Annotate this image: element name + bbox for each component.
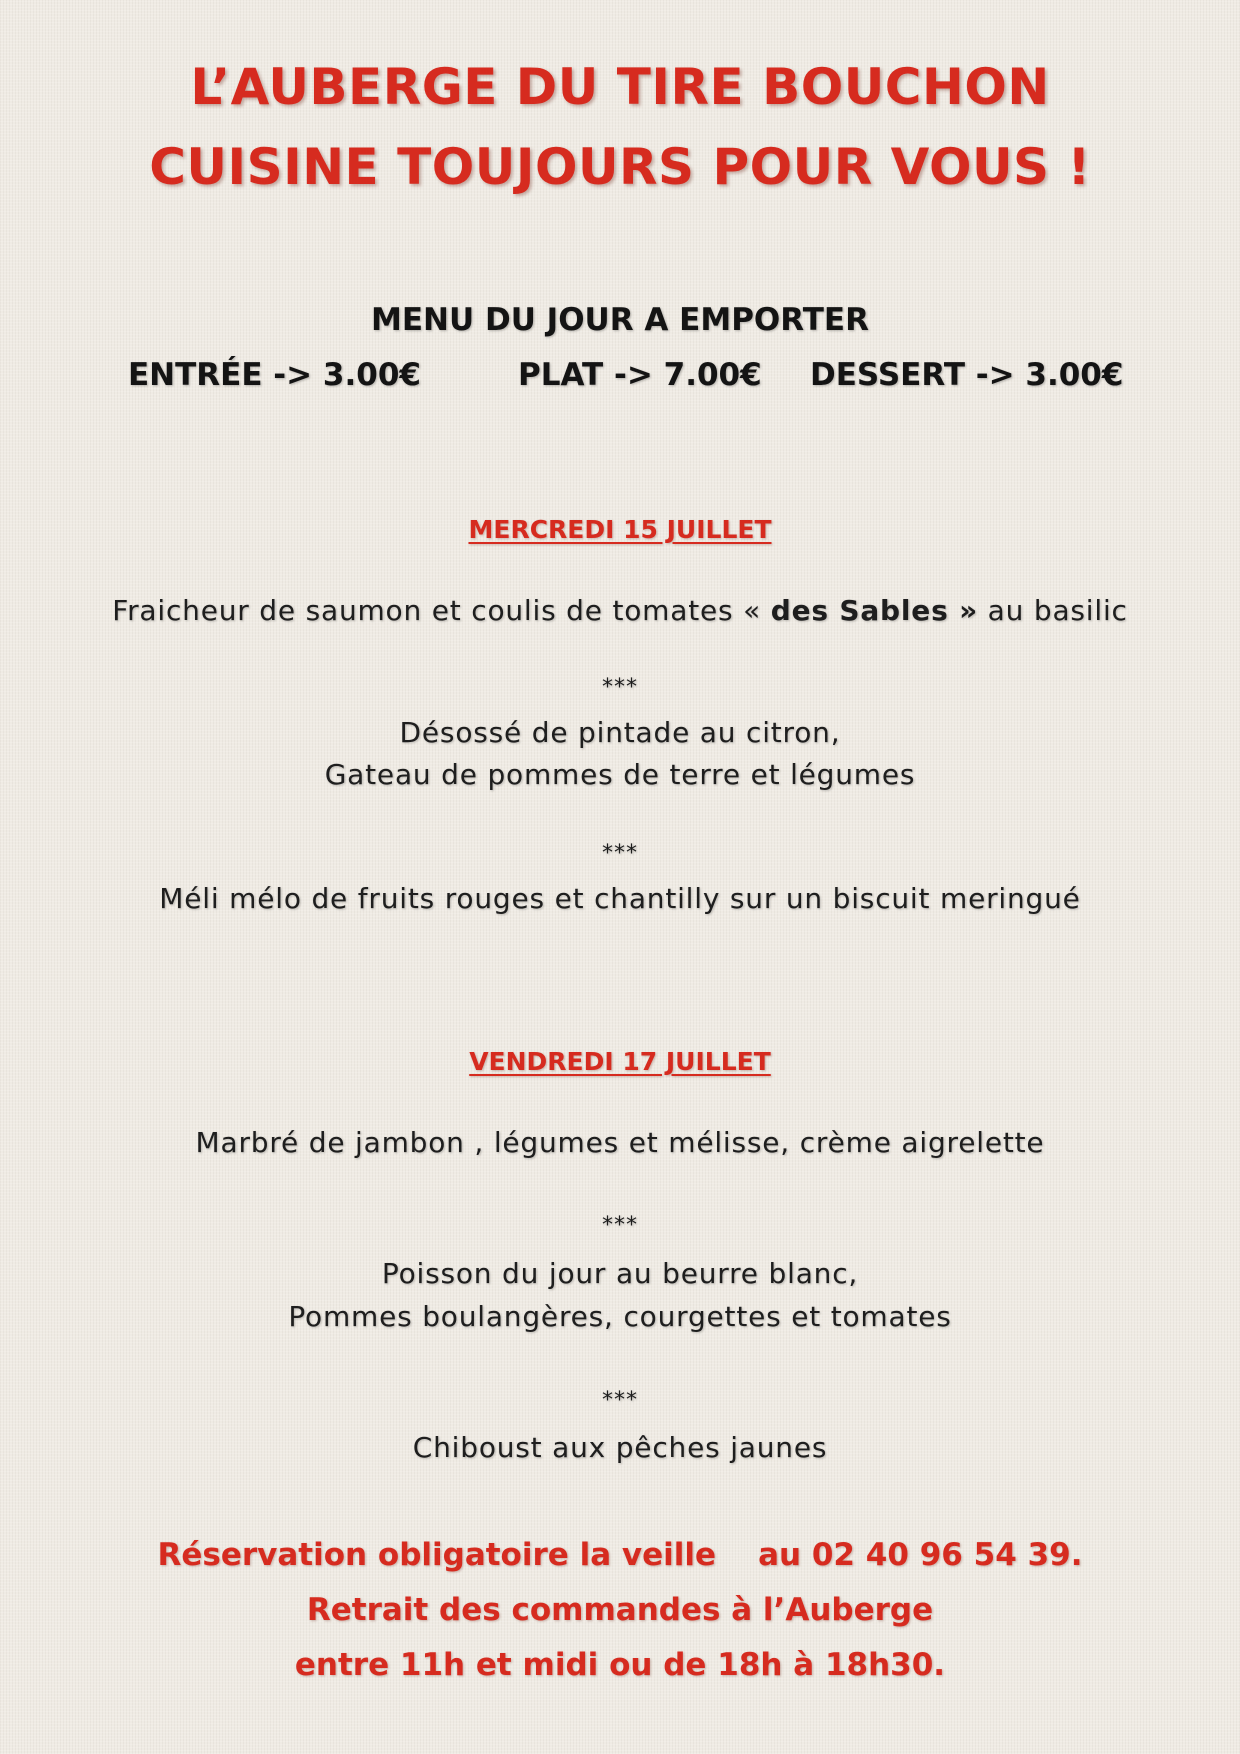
title-line-2: CUISINE TOUJOURS POUR VOUS !	[149, 138, 1091, 196]
footer-pickup: Retrait des commandes à l’Auberge	[306, 1592, 934, 1628]
phone-number: au 02 40 96 54 39.	[758, 1537, 1083, 1573]
wednesday-starter-bold: des Sables »	[770, 594, 978, 627]
friday-separator-2: ***	[602, 1388, 638, 1413]
day-title-wednesday: MERCREDI 15 JUILLET	[468, 515, 772, 544]
friday-main-line-2: Pommes boulangères, courgettes et tomates	[288, 1300, 952, 1333]
wednesday-separator-1: ***	[602, 675, 638, 700]
friday-main-line-1: Poisson du jour au beurre blanc,	[381, 1257, 859, 1290]
price-entree: ENTRÉE -> 3.00€	[128, 357, 421, 393]
wednesday-starter-suffix: au basilic	[977, 594, 1128, 627]
wednesday-main-line-2: Gateau de pommes de terre et légumes	[324, 758, 916, 791]
reservation-text: Réservation obligatoire la veille	[157, 1537, 717, 1573]
footer-reservation-line	[0, 1537, 1240, 1573]
menu-heading: MENU DU JOUR A EMPORTER	[371, 302, 869, 338]
wednesday-dessert: Méli mélo de fruits rouges et chantilly sur un biscuit meringué	[159, 882, 1081, 915]
friday-dessert: Chiboust aux pêches jaunes	[412, 1431, 828, 1464]
price-dessert: DESSERT -> 3.00€	[810, 357, 1124, 393]
day-title-friday: VENDREDI 17 JUILLET	[469, 1047, 771, 1076]
wednesday-main-line-1: Désossé de pintade au citron,	[399, 716, 841, 749]
footer-hours: entre 11h et midi ou de 18h à 18h30.	[294, 1647, 946, 1683]
wednesday-starter-text: Fraicheur de saumon et coulis de tomates «	[112, 594, 771, 627]
title-line-1: L’AUBERGE DU TIRE BOUCHON	[190, 58, 1050, 116]
wednesday-separator-2: ***	[602, 841, 638, 866]
wednesday-starter	[0, 594, 1240, 627]
price-plat: PLAT -> 7.00€	[518, 357, 762, 393]
friday-starter: Marbré de jambon , légumes et mélisse, crème aigrelette	[195, 1126, 1045, 1159]
friday-separator-1: ***	[602, 1213, 638, 1238]
